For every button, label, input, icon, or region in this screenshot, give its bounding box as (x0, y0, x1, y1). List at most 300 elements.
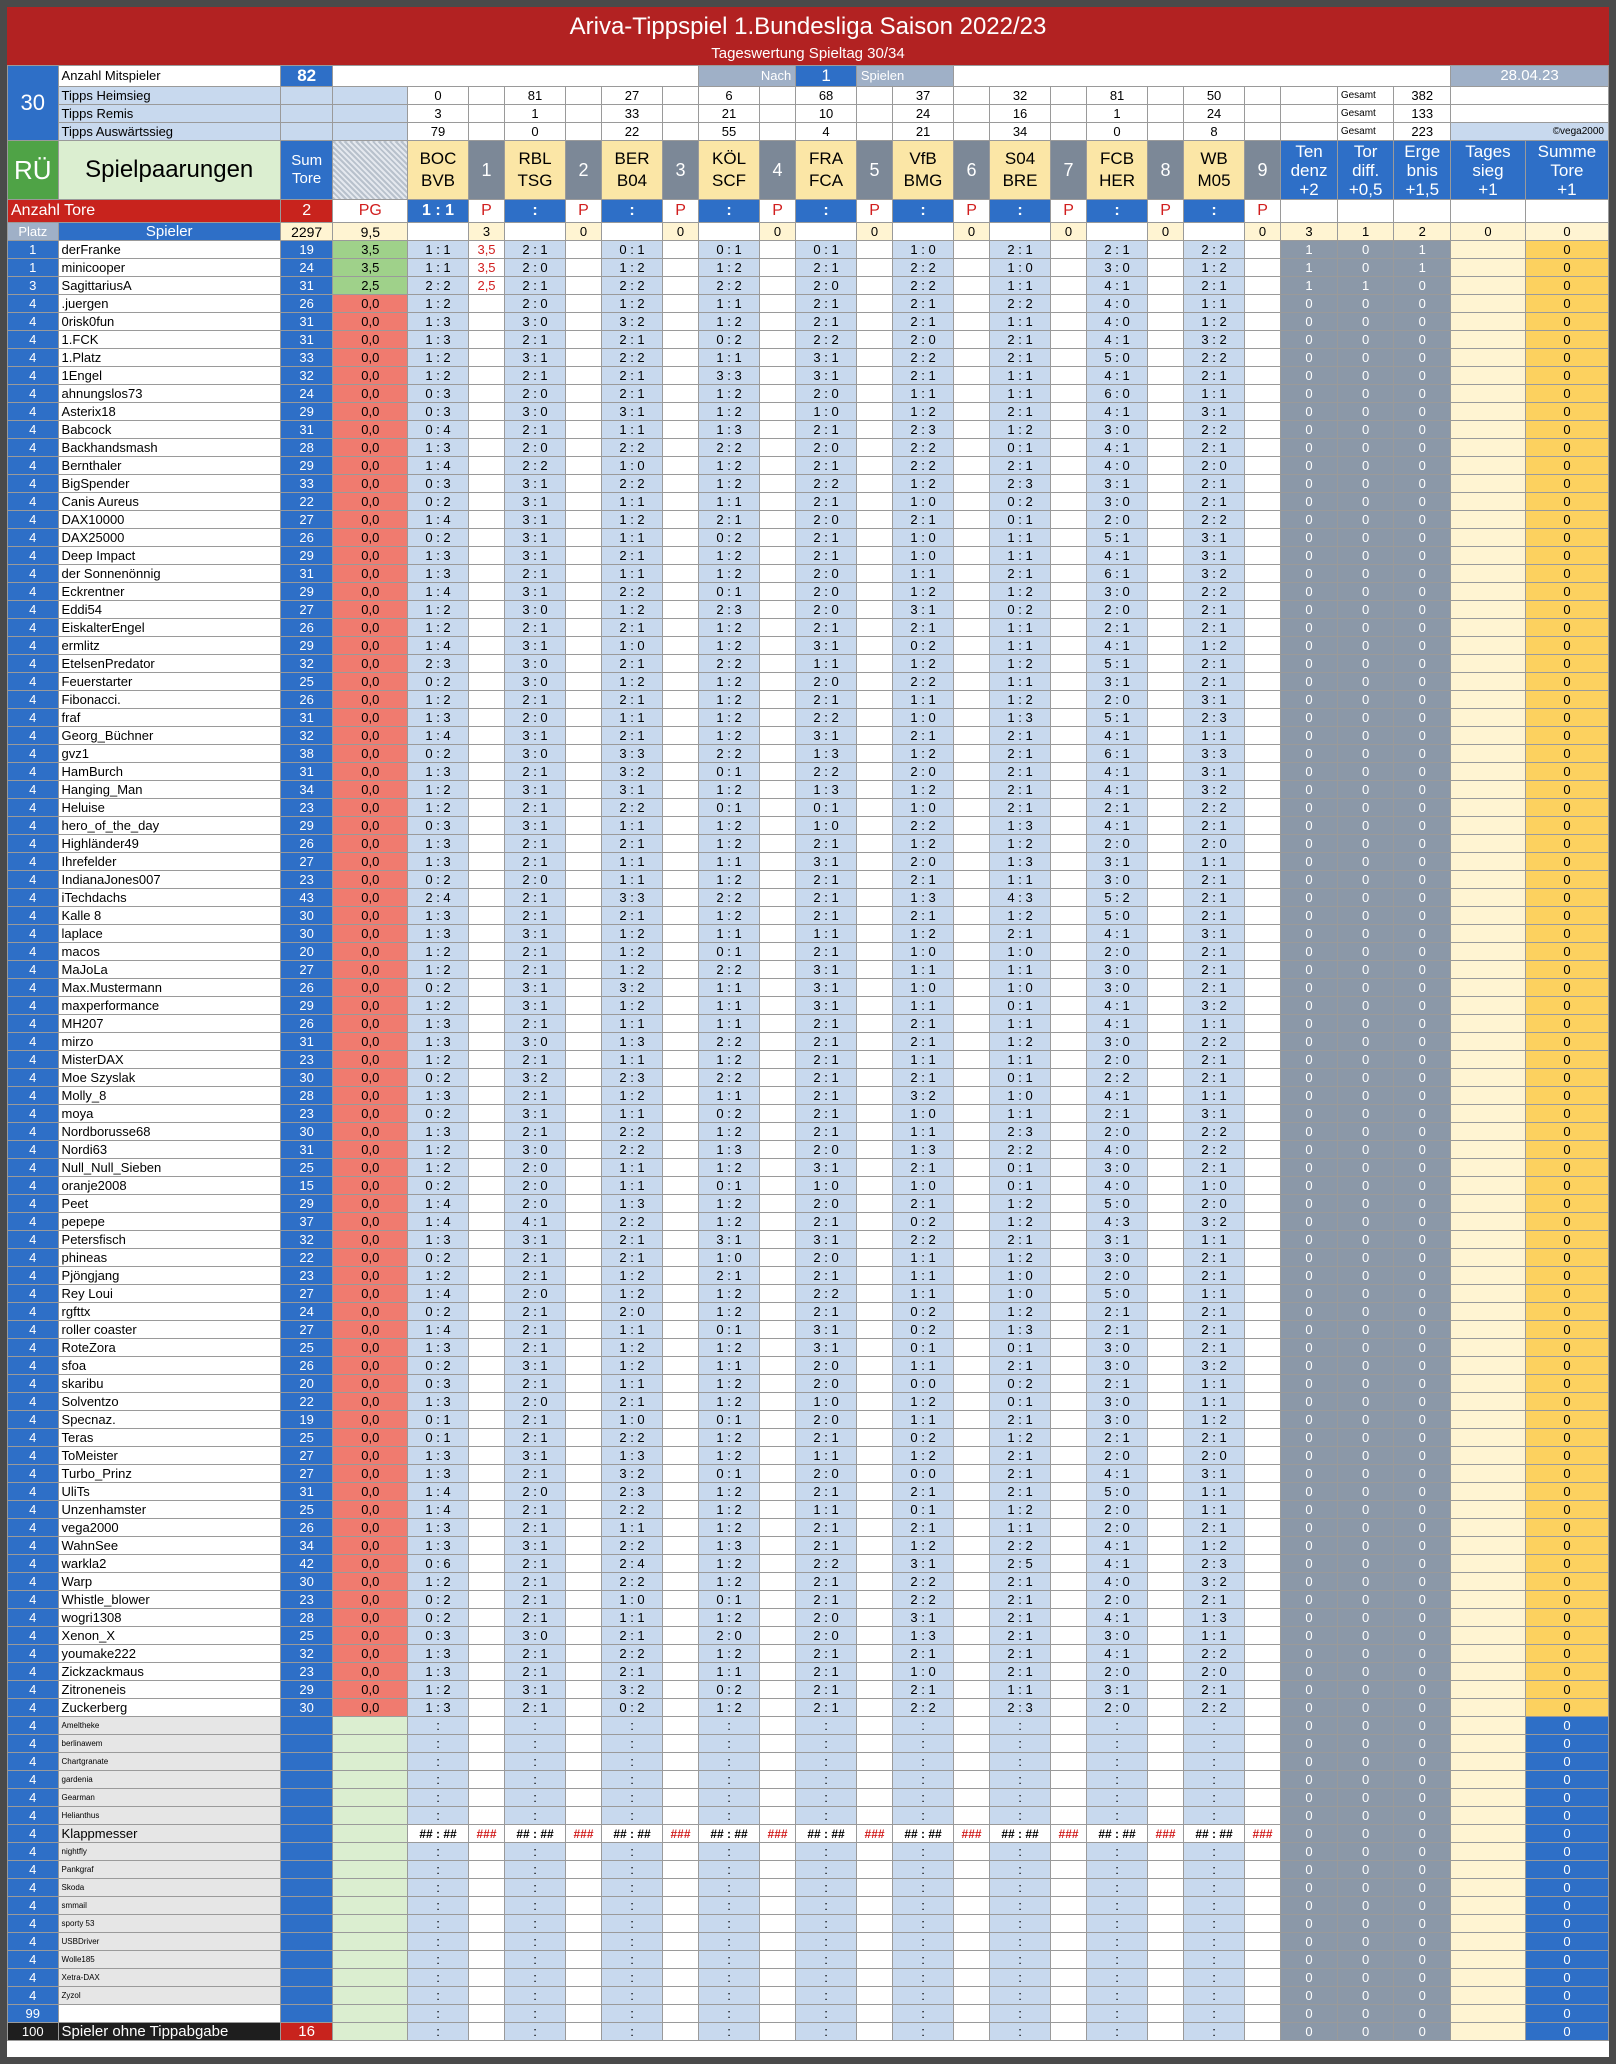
blank (1184, 223, 1245, 241)
blank (1050, 1573, 1086, 1591)
blank (565, 1447, 601, 1465)
player-points (468, 925, 504, 943)
inactive-bonus: 0 (1394, 1789, 1451, 1807)
player-tipp: 1 : 1 (990, 277, 1051, 295)
blank (565, 637, 601, 655)
empty-tipp: : (893, 1951, 954, 1969)
player-pg: 0,0 (333, 1465, 408, 1483)
p-label: P (953, 200, 989, 223)
player-summe-tore: 0 (1525, 1213, 1608, 1231)
blank (1147, 1753, 1183, 1771)
player-summe-tore: 0 (1525, 655, 1608, 673)
platz-value: 4 (8, 493, 59, 511)
player-tipp: 2 : 1 (796, 835, 857, 853)
platz-value: 4 (8, 1267, 59, 1285)
table-row (8, 385, 1609, 403)
player-tipp: 1 : 3 (408, 1465, 469, 1483)
player-name: Solventzo (58, 1393, 280, 1411)
player-tipp: 2 : 1 (602, 907, 663, 925)
blank (1147, 925, 1183, 943)
player-tipp: 1 : 2 (408, 619, 469, 637)
player-tipp: 2 : 1 (796, 1123, 857, 1141)
blank (1050, 1231, 1086, 1249)
player-tipp: 1 : 2 (699, 1051, 760, 1069)
blank (953, 907, 989, 925)
platz-value: 4 (8, 1105, 59, 1123)
player-sum-tore: 32 (280, 367, 333, 385)
player-points (468, 1519, 504, 1537)
blank (856, 1645, 892, 1663)
player-tipp: 2 : 1 (796, 1645, 857, 1663)
player-tipp: 4 : 1 (1087, 277, 1148, 295)
player-tipp: 3 : 1 (602, 403, 663, 421)
player-tipp: 1 : 3 (408, 907, 469, 925)
blank (662, 709, 698, 727)
spieler-header: Spieler (58, 223, 280, 241)
player-tipp: 2 : 0 (796, 565, 857, 583)
table-row (8, 799, 1609, 817)
empty-tipp: : (893, 1753, 954, 1771)
player-tipp: 2 : 1 (1184, 1681, 1245, 1699)
player-tipp: 2 : 0 (505, 385, 566, 403)
blank (662, 1627, 698, 1645)
empty-tipp: : (602, 1771, 663, 1789)
inactive-player-name: nightfly (58, 1843, 280, 1861)
player-summe-tore: 0 (1525, 961, 1608, 979)
empty-tipp: : (990, 1879, 1051, 1897)
player-tipp: 1 : 2 (408, 1267, 469, 1285)
player-tipp: 2 : 1 (796, 313, 857, 331)
player-tipp: 2 : 2 (796, 763, 857, 781)
player-tipp: 0 : 1 (990, 1069, 1051, 1087)
player-bonus: 0 (1281, 1447, 1338, 1465)
player-tipp: 1 : 2 (990, 835, 1051, 853)
blank (953, 1879, 989, 1897)
player-tipp: 2 : 0 (796, 511, 857, 529)
player-points (468, 367, 504, 385)
blank (759, 313, 795, 331)
table-row (8, 1231, 1609, 1249)
player-bonus: 0 (1337, 961, 1394, 979)
player-tipp: 2 : 0 (505, 709, 566, 727)
player-tipp: 0 : 2 (408, 1069, 469, 1087)
blank (1147, 997, 1183, 1015)
player-tipp: 1 : 0 (990, 1267, 1051, 1285)
blank (565, 313, 601, 331)
bonus: 0 (1281, 2023, 1338, 2041)
blank (662, 1105, 698, 1123)
player-tipp: 1 : 2 (893, 583, 954, 601)
inactive-bonus: 0 (1337, 1771, 1394, 1789)
empty-tipp: : (408, 1735, 469, 1753)
blank (662, 421, 698, 439)
home-team: WB (1200, 149, 1228, 168)
empty-tipp: : (408, 1879, 469, 1897)
blank (565, 1951, 601, 1969)
player-tipp: 1 : 2 (699, 385, 760, 403)
inactive-bonus: 0 (1281, 1717, 1338, 1735)
player-bonus: 0 (1337, 385, 1394, 403)
player-tipp: 2 : 0 (1087, 511, 1148, 529)
blank (856, 889, 892, 907)
blank (1147, 1285, 1183, 1303)
p-total: 0 (856, 223, 892, 241)
player-tipp: 1 : 1 (893, 565, 954, 583)
blank (856, 367, 892, 385)
player-pg: 0,0 (333, 1141, 408, 1159)
blank (1147, 511, 1183, 529)
table-row (8, 655, 1609, 673)
player-tipp: 4 : 1 (1087, 1087, 1148, 1105)
blank (953, 439, 989, 457)
player-tipp: 2 : 2 (1184, 349, 1245, 367)
player-tipp: 3 : 1 (505, 583, 566, 601)
blank (1244, 1555, 1280, 1573)
player-sum-tore: 28 (280, 1087, 333, 1105)
blank (856, 529, 892, 547)
platz-value: 4 (8, 1681, 59, 1699)
player-tipp: 1 : 4 (408, 1285, 469, 1303)
empty-tipp: : (505, 1879, 566, 1897)
player-summe-tore: 0 (1525, 529, 1608, 547)
player-tipp: 1 : 3 (699, 421, 760, 439)
player-bonus: 0 (1394, 457, 1451, 475)
player-tipp: 1 : 3 (893, 1141, 954, 1159)
platz-value: 4 (8, 1177, 59, 1195)
player-tipp: 1 : 4 (408, 1483, 469, 1501)
player-points (468, 493, 504, 511)
blank (1244, 1501, 1280, 1519)
blank (759, 1213, 795, 1231)
player-bonus: 0 (1281, 655, 1338, 673)
player-sum-tore: 29 (280, 1681, 333, 1699)
blank (468, 2023, 504, 2041)
blank (1050, 1447, 1086, 1465)
home-team: BER (614, 149, 650, 168)
player-name: Hanging_Man (58, 781, 280, 799)
player-tipp: 1 : 1 (602, 709, 663, 727)
player-tipp: 1 : 0 (796, 403, 857, 421)
player-sum-tore: 23 (280, 1267, 333, 1285)
p-total: 0 (1244, 223, 1280, 241)
player-tipp: 2 : 1 (1184, 871, 1245, 889)
player-tipp: 5 : 2 (1087, 889, 1148, 907)
blank (662, 1771, 698, 1789)
blank (1244, 1663, 1280, 1681)
player-summe-tore: 0 (1525, 1627, 1608, 1645)
empty-tipp: : (699, 1951, 760, 1969)
player-sum-tore: 26 (280, 835, 333, 853)
blank (1050, 87, 1086, 105)
blank (1147, 123, 1183, 141)
blank (893, 223, 954, 241)
player-tipp: 4 : 1 (1087, 1645, 1148, 1663)
blank (1147, 781, 1183, 799)
blank (953, 1789, 989, 1807)
blank (602, 223, 663, 241)
blank (1451, 2023, 1526, 2041)
blank (662, 1159, 698, 1177)
blank (662, 529, 698, 547)
blank (662, 1411, 698, 1429)
player-tipp: 1 : 1 (602, 1015, 663, 1033)
platz-value: 4 (8, 1501, 59, 1519)
player-tipp: 3 : 2 (1184, 1573, 1245, 1591)
platz-value: 4 (8, 313, 59, 331)
blank (1244, 601, 1280, 619)
blank (759, 2005, 795, 2023)
player-tipp: 5 : 0 (1087, 1483, 1148, 1501)
table-row (8, 313, 1609, 331)
empty-tipp: : (990, 2005, 1051, 2023)
player-pg: 0,0 (333, 1231, 408, 1249)
player-tipp: 1 : 3 (796, 745, 857, 763)
match-number: 9 (1244, 141, 1280, 200)
empty-tipp: : (1087, 1897, 1148, 1915)
blank (1244, 349, 1280, 367)
platz-value: 4 (8, 961, 59, 979)
player-pg: 0,0 (333, 547, 408, 565)
mitspieler-count: 82 (280, 66, 333, 87)
player-sum-tore: 23 (280, 1591, 333, 1609)
player-bonus: 1 (1337, 277, 1394, 295)
player-name: skaribu (58, 1375, 280, 1393)
blank (1244, 1861, 1280, 1879)
stat-value: 8 (1184, 123, 1245, 141)
player-tipp: 2 : 0 (1087, 1501, 1148, 1519)
player-tipp: 5 : 0 (1087, 349, 1148, 367)
inactive-bonus: 0 (1337, 1825, 1394, 1843)
player-tagessieg (1451, 1609, 1526, 1627)
table-row (8, 1033, 1609, 1051)
player-bonus: 0 (1394, 1195, 1451, 1213)
table-row (8, 1591, 1609, 1609)
bonus-header-4 (1525, 141, 1608, 200)
blank (1244, 105, 1280, 123)
player-tagessieg (1451, 925, 1526, 943)
player-tagessieg (1451, 1447, 1526, 1465)
blank (856, 799, 892, 817)
blank (759, 835, 795, 853)
player-tipp: 1 : 3 (408, 313, 469, 331)
empty-tipp: : (1184, 2005, 1245, 2023)
blank (1244, 1987, 1280, 2005)
blank (565, 241, 601, 259)
table-row (8, 709, 1609, 727)
blank (1281, 123, 1338, 141)
player-tipp: 1 : 2 (602, 295, 663, 313)
player-name: Babcock (58, 421, 280, 439)
player-tipp: 0 : 2 (893, 1321, 954, 1339)
table-row (8, 1573, 1609, 1591)
player-bonus: 0 (1394, 1681, 1451, 1699)
player-bonus: 0 (1281, 709, 1338, 727)
player-sum-tore: 31 (280, 421, 333, 439)
inactive-bonus: 0 (1337, 1897, 1394, 1915)
blank (1050, 1411, 1086, 1429)
player-summe-tore: 0 (1525, 1159, 1608, 1177)
player-bonus: 0 (1281, 1069, 1338, 1087)
player-name: MH207 (58, 1015, 280, 1033)
blank (1050, 889, 1086, 907)
empty-tipp: : (796, 1717, 857, 1735)
player-sum-tore: 28 (280, 1609, 333, 1627)
blank (1147, 1321, 1183, 1339)
blank (333, 1861, 408, 1879)
player-tagessieg (1451, 367, 1526, 385)
player-name: ToMeister (58, 1447, 280, 1465)
player-name: Deep Impact (58, 547, 280, 565)
player-tipp: 1 : 2 (699, 1123, 760, 1141)
stat-value: 68 (796, 87, 857, 105)
player-summe-tore: 0 (1525, 817, 1608, 835)
match-1 (505, 141, 566, 200)
player-tipp: 1 : 2 (893, 655, 954, 673)
platz-value: 4 (8, 1753, 59, 1771)
player-tipp: 1 : 0 (893, 1663, 954, 1681)
blank (565, 1753, 601, 1771)
player-tipp: 1 : 0 (893, 979, 954, 997)
pg-label: PG (333, 200, 408, 223)
player-tipp: 1 : 1 (602, 1375, 663, 1393)
table-row (8, 1771, 1609, 1789)
player-sum-tore: 25 (280, 1339, 333, 1357)
p-label: P (759, 200, 795, 223)
player-tipp: 3 : 1 (505, 529, 566, 547)
player-tagessieg (1451, 349, 1526, 367)
platz-value: 4 (8, 691, 59, 709)
ohne-tippabgabe-label: Spieler ohne Tippabgabe (58, 2023, 280, 2041)
blank (856, 1465, 892, 1483)
table-row (8, 943, 1609, 961)
blank (953, 1051, 989, 1069)
empty-tipp: : (505, 1753, 566, 1771)
player-bonus: 0 (1337, 1483, 1394, 1501)
blank (565, 493, 601, 511)
blank (856, 997, 892, 1015)
inactive-bonus: 0 (1394, 1735, 1451, 1753)
player-bonus: 0 (1337, 1069, 1394, 1087)
player-bonus: 0 (1281, 1519, 1338, 1537)
blank (565, 457, 601, 475)
player-tipp: 1 : 3 (990, 817, 1051, 835)
player-pg: 0,0 (333, 781, 408, 799)
player-tipp: 3 : 0 (1087, 979, 1148, 997)
platz-value: 4 (8, 1573, 59, 1591)
player-tipp: 2 : 1 (796, 1591, 857, 1609)
blank (1244, 1681, 1280, 1699)
player-tagessieg (1451, 1105, 1526, 1123)
player-tipp: 2 : 2 (699, 961, 760, 979)
player-tipp: 2 : 0 (796, 1357, 857, 1375)
player-summe-tore: 0 (1525, 763, 1608, 781)
player-tipp: 2 : 0 (893, 853, 954, 871)
blank (662, 1519, 698, 1537)
player-sum-tore: 25 (280, 1159, 333, 1177)
player-tipp: 1 : 1 (796, 655, 857, 673)
player-pg: 0,0 (333, 1699, 408, 1717)
blank (1147, 367, 1183, 385)
blank (856, 2005, 892, 2023)
blank (662, 403, 698, 421)
blank (1050, 1609, 1086, 1627)
blank (953, 1681, 989, 1699)
klappmesser-tipp: ## : ## (602, 1825, 663, 1843)
player-tipp: 2 : 1 (505, 1609, 566, 1627)
platz-value: 3 (8, 277, 59, 295)
blank (1244, 1159, 1280, 1177)
player-tipp: 1 : 2 (699, 475, 760, 493)
platz-value: 4 (8, 889, 59, 907)
blank (856, 1591, 892, 1609)
blank (953, 799, 989, 817)
bonus: 0 (1394, 2005, 1451, 2023)
player-tipp: 4 : 1 (1087, 331, 1148, 349)
player-sum-tore: 32 (280, 655, 333, 673)
blank (565, 1897, 601, 1915)
player-summe-tore: 0 (1525, 331, 1608, 349)
blank (333, 1717, 408, 1735)
platz-value: 4 (8, 1195, 59, 1213)
player-points (468, 1537, 504, 1555)
player-tagessieg (1451, 1501, 1526, 1519)
player-name: Fibonacci. (58, 691, 280, 709)
blank (759, 1591, 795, 1609)
player-sum-tore: 32 (280, 727, 333, 745)
bonus-total: 0 (1525, 223, 1608, 241)
match-8 (1184, 141, 1245, 200)
bonus-line: bnis (1406, 160, 1438, 180)
player-tipp: 3 : 1 (505, 1105, 566, 1123)
player-tipp: 0 : 1 (990, 1177, 1051, 1195)
player-summe-tore: 0 (1525, 979, 1608, 997)
player-bonus: 0 (1337, 1105, 1394, 1123)
blank (953, 1231, 989, 1249)
player-tipp: 2 : 1 (1184, 1249, 1245, 1267)
blank (662, 1393, 698, 1411)
player-tipp: 2 : 1 (602, 331, 663, 349)
blank (759, 1771, 795, 1789)
player-name: Kalle 8 (58, 907, 280, 925)
empty-tipp: : (699, 1735, 760, 1753)
player-tipp: 0 : 3 (408, 475, 469, 493)
player-tagessieg (1451, 961, 1526, 979)
player-tipp: 1 : 1 (1184, 1231, 1245, 1249)
player-tipp: 2 : 1 (990, 1627, 1051, 1645)
blank (759, 1393, 795, 1411)
player-pg: 0,0 (333, 1681, 408, 1699)
player-summe-tore: 0 (1525, 907, 1608, 925)
inactive-bonus: 0 (1337, 1753, 1394, 1771)
table-row (8, 565, 1609, 583)
blank (1147, 87, 1183, 105)
player-points (468, 673, 504, 691)
player-sum-tore: 26 (280, 295, 333, 313)
player-tipp: 1 : 2 (408, 1141, 469, 1159)
player-pg: 0,0 (333, 403, 408, 421)
player-bonus: 0 (1281, 529, 1338, 547)
player-pg: 0,0 (333, 421, 408, 439)
blank (1147, 1447, 1183, 1465)
empty-tipp: : (505, 1987, 566, 2005)
empty-tipp: : (1087, 1789, 1148, 1807)
blank (333, 2005, 408, 2023)
player-tipp: 2 : 0 (1184, 1195, 1245, 1213)
empty-tipp: : (796, 1735, 857, 1753)
blank (1244, 87, 1280, 105)
gesamt-label: Gesamt (1337, 123, 1394, 141)
inactive-player-name: Gearman (58, 1789, 280, 1807)
